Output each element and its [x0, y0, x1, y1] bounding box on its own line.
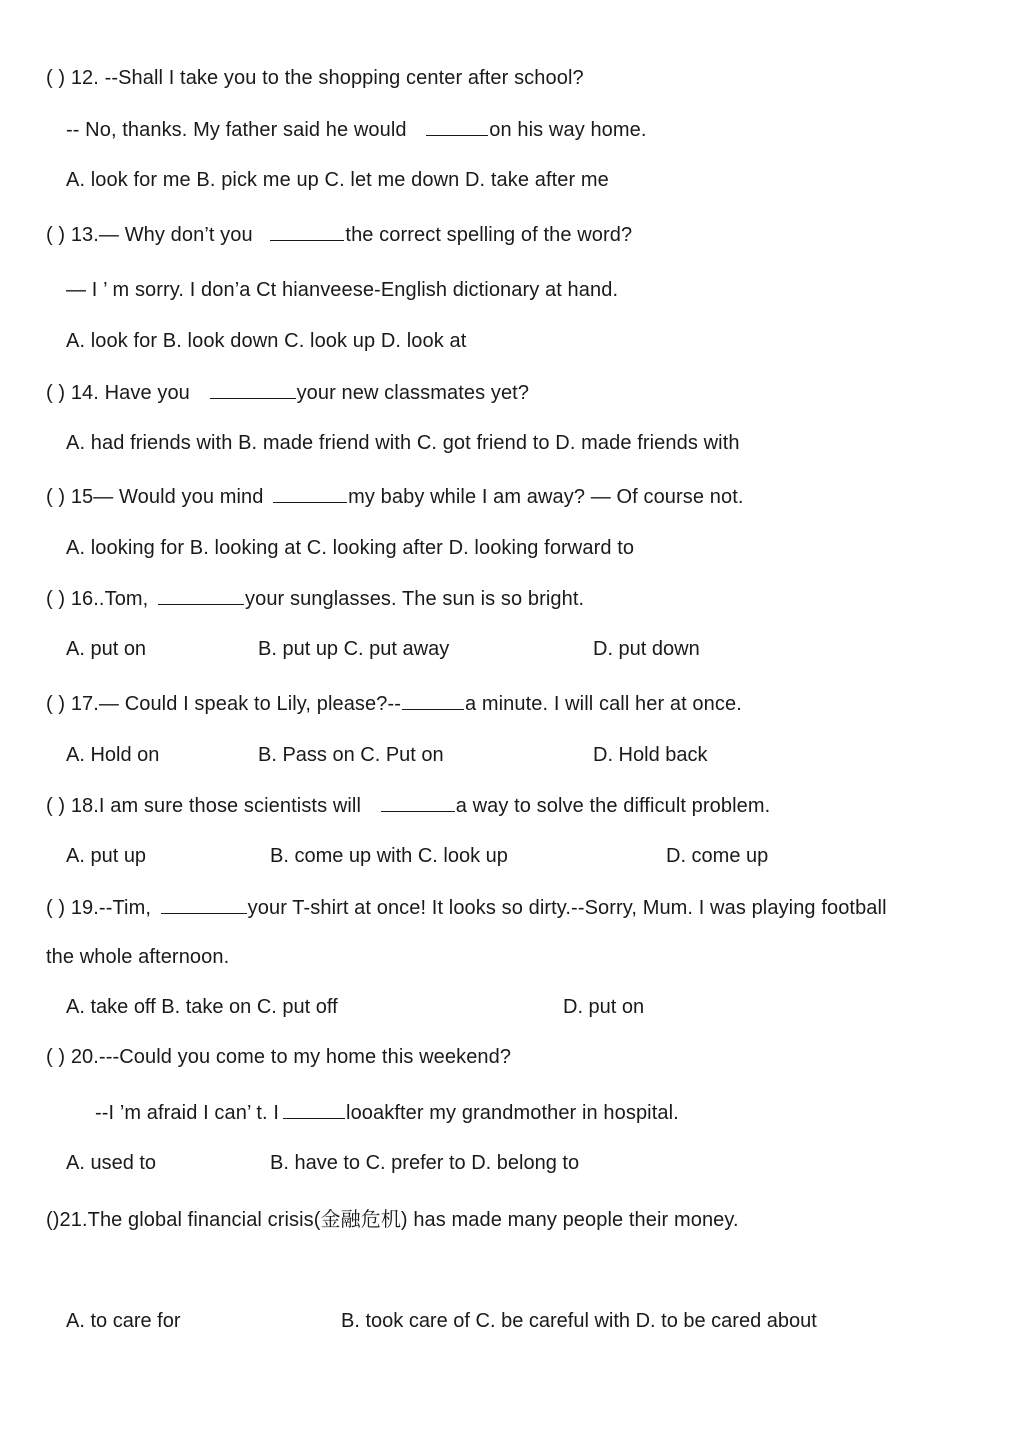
q18-option-d: D. come up: [666, 845, 769, 867]
q20-option-bcd: B. have to C. prefer to D. belong to: [270, 1152, 580, 1174]
q16-option-bc: B. put up C. put away: [258, 638, 450, 660]
q16-option-d: D. put down: [593, 638, 700, 660]
q20-reply-after: looakfter my grandmother in hospital.: [346, 1102, 679, 1124]
q19-stem: [46, 893, 887, 922]
q19-stem-before: ( ) 19.--Tim,: [46, 897, 151, 919]
q18-answer-blank[interactable]: [381, 791, 455, 812]
q18-option-bc: B. come up with C. look up: [270, 845, 508, 867]
q14-options: A. had friends with B. made friend with C. got friend to D. made friends with: [66, 432, 740, 454]
q14-stem-after: your new classmates yet?: [296, 382, 530, 404]
q20-stem: ( ) 20.---Could you come to my home this weekend?: [46, 1046, 512, 1068]
q16-stem-after: your sunglasses. The sun is so bright.: [245, 588, 585, 610]
q21-stem: ()21.The global financial crisis(金融危机) has made many people their money.: [46, 1209, 739, 1231]
q13-stem-before: ( ) 13.— Why don’t you: [46, 224, 253, 246]
q18-stem-after: a way to solve the difficult problem.: [455, 795, 771, 817]
q12-reply-after: on his way home.: [489, 119, 647, 141]
q17-answer-blank[interactable]: [402, 689, 464, 710]
q14-answer-blank[interactable]: [210, 378, 296, 399]
q13-answer-blank[interactable]: [270, 220, 344, 241]
q19-option-abc: A. take off B. take on C. put off: [66, 996, 338, 1018]
q17-option-a: A. Hold on: [66, 744, 160, 766]
q19-option-d: D. put on: [563, 996, 645, 1018]
q19-stem-after: your T-shirt at once! It looks so dirty.--Sorry, Mum. I was playing football: [247, 897, 887, 919]
q16-stem: [46, 584, 584, 613]
q12-reply: [66, 115, 647, 144]
q14-stem-before: ( ) 14. Have you: [46, 382, 190, 404]
q12-reply-before: -- No, thanks. My father said he would: [66, 119, 407, 141]
q19-answer-blank[interactable]: [161, 893, 247, 914]
q21-option-a: A. to care for: [66, 1310, 181, 1332]
q17-stem-after: a minute. I will call her at once.: [465, 693, 742, 715]
q20-reply: [95, 1098, 679, 1127]
q21-option-bcd: B. took care of C. be careful with D. to be cared about: [341, 1310, 817, 1332]
q15-answer-blank[interactable]: [273, 482, 347, 503]
q17-option-bc: B. Pass on C. Put on: [258, 744, 444, 766]
q19-stem-continued: the whole afternoon.: [46, 946, 230, 968]
q17-stem-before: ( ) 17.— Could I speak to Lily, please?--: [46, 693, 401, 715]
q17-option-d: D. Hold back: [593, 744, 708, 766]
q20-option-a: A. used to: [66, 1152, 157, 1174]
q18-option-a: A. put up: [66, 845, 147, 867]
q14-stem: [46, 378, 529, 407]
q15-options: A. looking for B. looking at C. looking after D. looking forward to: [66, 537, 635, 559]
q20-answer-blank[interactable]: [283, 1098, 345, 1119]
q16-stem-before: ( ) 16..Tom,: [46, 588, 149, 610]
q13-options: A. look for B. look down C. look up D. look at: [66, 330, 467, 352]
q16-answer-blank[interactable]: [158, 584, 244, 605]
q12-options: A. look for me B. pick me up C. let me down D. take after me: [66, 169, 609, 191]
q18-stem-before: ( ) 18.I am sure those scientists will: [46, 795, 362, 817]
q17-stem: [46, 689, 742, 718]
q15-stem: [46, 482, 744, 511]
q15-stem-before: ( ) 15— Would you mind: [46, 486, 264, 508]
q15-stem-after: my baby while I am away? — Of course not.: [348, 486, 744, 508]
q13-stem: [46, 220, 632, 249]
q13-stem-after: the correct spelling of the word?: [345, 224, 633, 246]
q12-answer-blank[interactable]: [426, 115, 488, 136]
q12-stem: ( ) 12. --Shall I take you to the shopping center after school?: [46, 67, 584, 89]
q20-reply-before: --I ’m afraid I can’ t. I: [95, 1102, 280, 1124]
q13-reply: — I ’ m sorry. I don’a Ct hianveese-English dictionary at hand.: [66, 279, 619, 301]
q18-stem: [46, 791, 770, 820]
q16-option-a: A. put on: [66, 638, 147, 660]
